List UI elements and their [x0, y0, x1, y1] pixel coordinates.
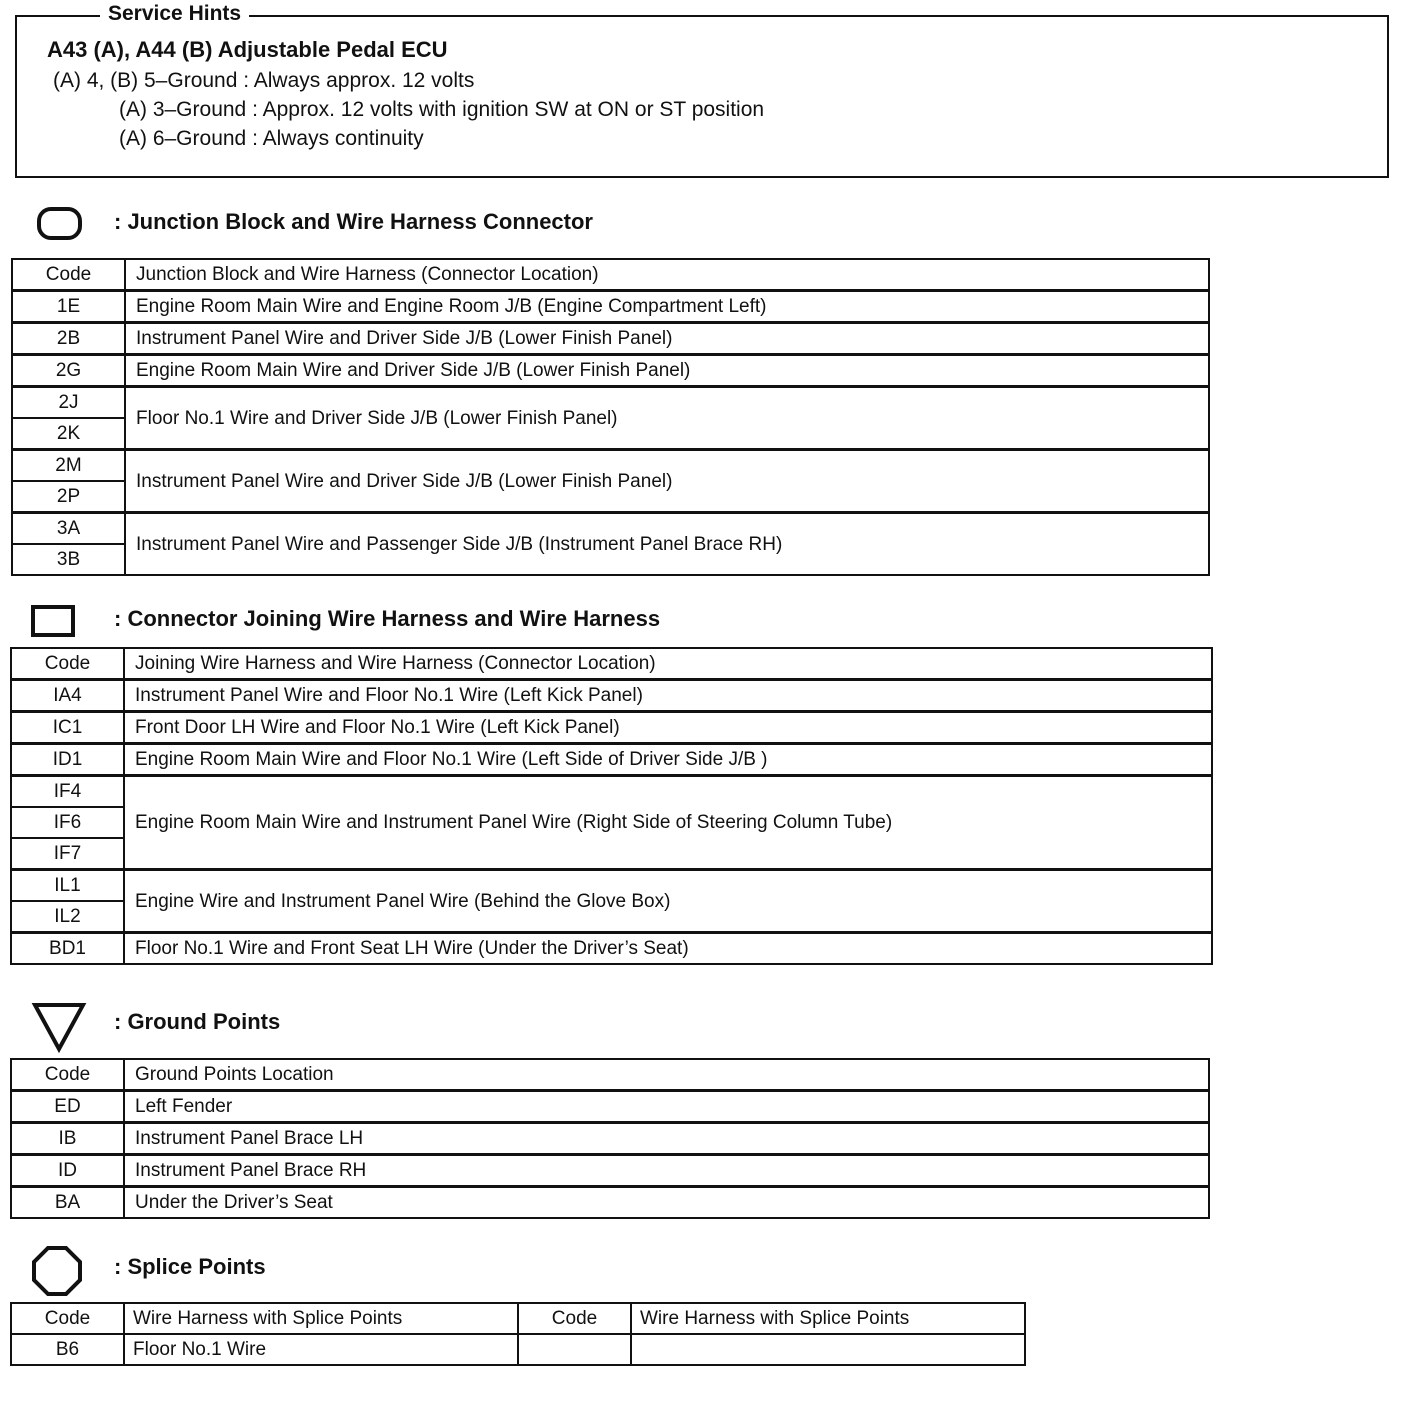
code-cell: ID — [11, 1155, 124, 1187]
octagon-icon — [31, 1245, 83, 1297]
description-cell: Instrument Panel Wire and Passenger Side J/B (Instrument Panel Brace RH) — [125, 513, 1209, 576]
code-column-header: Code — [518, 1303, 631, 1334]
description-column-header: Ground Points Location — [124, 1059, 1209, 1091]
description-column-header: Junction Block and Wire Harness (Connector Location) — [125, 259, 1209, 291]
rectangle-icon — [31, 604, 77, 638]
table-row — [12, 387, 1209, 419]
code-cell: IC1 — [11, 712, 124, 744]
table-row — [11, 1091, 1209, 1123]
table-header-row — [11, 1303, 1025, 1334]
code-column-header: Code — [12, 259, 125, 291]
code-cell: IL2 — [11, 901, 124, 933]
table-header-row — [11, 1059, 1209, 1091]
table-row — [11, 776, 1212, 808]
description-cell — [631, 1334, 1025, 1365]
table-row — [11, 933, 1212, 965]
code-column-header: Code — [11, 1303, 124, 1334]
table-row — [11, 1334, 1025, 1365]
ground-table — [10, 1058, 1210, 1219]
code-cell: ID1 — [11, 744, 124, 776]
service-hint-line: (A) 4, (B) 5–Ground : Always approx. 12 volts — [53, 69, 475, 92]
code-cell: 3A — [12, 513, 125, 545]
code-cell: 3B — [12, 544, 125, 575]
description-cell: Floor No.1 Wire and Driver Side J/B (Lower Finish Panel) — [125, 387, 1209, 450]
code-cell: 2B — [12, 323, 125, 355]
table-row — [11, 1155, 1209, 1187]
code-cell — [518, 1334, 631, 1365]
splice-table — [10, 1302, 1026, 1366]
code-cell: IB — [11, 1123, 124, 1155]
description-cell: Instrument Panel Wire and Driver Side J/B (Lower Finish Panel) — [125, 323, 1209, 355]
table-row — [12, 513, 1209, 545]
table-row — [11, 680, 1212, 712]
table-row — [11, 1123, 1209, 1155]
code-cell: 2P — [12, 481, 125, 513]
junction-section-title: : Junction Block and Wire Harness Connector — [114, 209, 593, 234]
description-column-header: Wire Harness with Splice Points — [631, 1303, 1025, 1334]
code-column-header: Code — [11, 1059, 124, 1091]
table-row — [11, 744, 1212, 776]
table-row — [12, 323, 1209, 355]
table-row — [11, 712, 1212, 744]
service-hint-line: (A) 6–Ground : Always continuity — [119, 127, 424, 150]
code-cell: ED — [11, 1091, 124, 1123]
rounded-rectangle-icon — [36, 206, 84, 242]
table-row — [12, 450, 1209, 482]
description-cell: Engine Room Main Wire and Engine Room J/B (Engine Compartment Left) — [125, 291, 1209, 323]
joining-table — [10, 647, 1213, 965]
description-column-header: Wire Harness with Splice Points — [124, 1303, 518, 1334]
code-cell: 2M — [12, 450, 125, 482]
junction-table — [11, 258, 1210, 576]
table-row — [12, 355, 1209, 387]
table-row — [11, 1187, 1209, 1219]
code-cell: BD1 — [11, 933, 124, 965]
table-header-row — [11, 648, 1212, 680]
service-hints-title: A43 (A), A44 (B) Adjustable Pedal ECU — [47, 37, 448, 62]
description-cell: Instrument Panel Brace LH — [124, 1123, 1209, 1155]
triangle-icon — [31, 1001, 87, 1053]
table-row — [11, 870, 1212, 902]
ground-section-title: : Ground Points — [114, 1009, 281, 1034]
code-cell: IL1 — [11, 870, 124, 902]
description-cell: Instrument Panel Brace RH — [124, 1155, 1209, 1187]
table-row — [12, 291, 1209, 323]
description-cell: Engine Room Main Wire and Driver Side J/B (Lower Finish Panel) — [125, 355, 1209, 387]
splice-section-title: : Splice Points — [114, 1254, 266, 1279]
code-cell: B6 — [11, 1334, 124, 1365]
description-cell: Engine Room Main Wire and Instrument Panel Wire (Right Side of Steering Column Tube) — [124, 776, 1212, 870]
description-cell: Engine Wire and Instrument Panel Wire (Behind the Glove Box) — [124, 870, 1212, 933]
description-cell: Front Door LH Wire and Floor No.1 Wire (Left Kick Panel) — [124, 712, 1212, 744]
code-cell: 2G — [12, 355, 125, 387]
code-cell: 2J — [12, 387, 125, 419]
description-cell: Engine Room Main Wire and Floor No.1 Wire (Left Side of Driver Side J/B ) — [124, 744, 1212, 776]
code-cell: IA4 — [11, 680, 124, 712]
description-cell: Left Fender — [124, 1091, 1209, 1123]
description-column-header: Joining Wire Harness and Wire Harness (Connector Location) — [124, 648, 1212, 680]
joining-section-title: : Connector Joining Wire Harness and Wire Harness — [114, 606, 661, 631]
description-cell: Floor No.1 Wire and Front Seat LH Wire (Under the Driver’s Seat) — [124, 933, 1212, 965]
description-cell: Instrument Panel Wire and Driver Side J/B (Lower Finish Panel) — [125, 450, 1209, 513]
code-cell: BA — [11, 1187, 124, 1219]
description-cell: Under the Driver’s Seat — [124, 1187, 1209, 1219]
code-cell: IF6 — [11, 807, 124, 838]
description-cell: Floor No.1 Wire — [124, 1334, 518, 1365]
code-column-header: Code — [11, 648, 124, 680]
description-cell: Instrument Panel Wire and Floor No.1 Wire (Left Kick Panel) — [124, 680, 1212, 712]
code-cell: IF7 — [11, 838, 124, 870]
service-hint-line: (A) 3–Ground : Approx. 12 volts with ignition SW at ON or ST position — [119, 98, 765, 121]
code-cell: 2K — [12, 418, 125, 450]
service-hints-legend: Service Hints — [100, 2, 249, 26]
code-cell: IF4 — [11, 776, 124, 808]
table-header-row — [12, 259, 1209, 291]
code-cell: 1E — [12, 291, 125, 323]
